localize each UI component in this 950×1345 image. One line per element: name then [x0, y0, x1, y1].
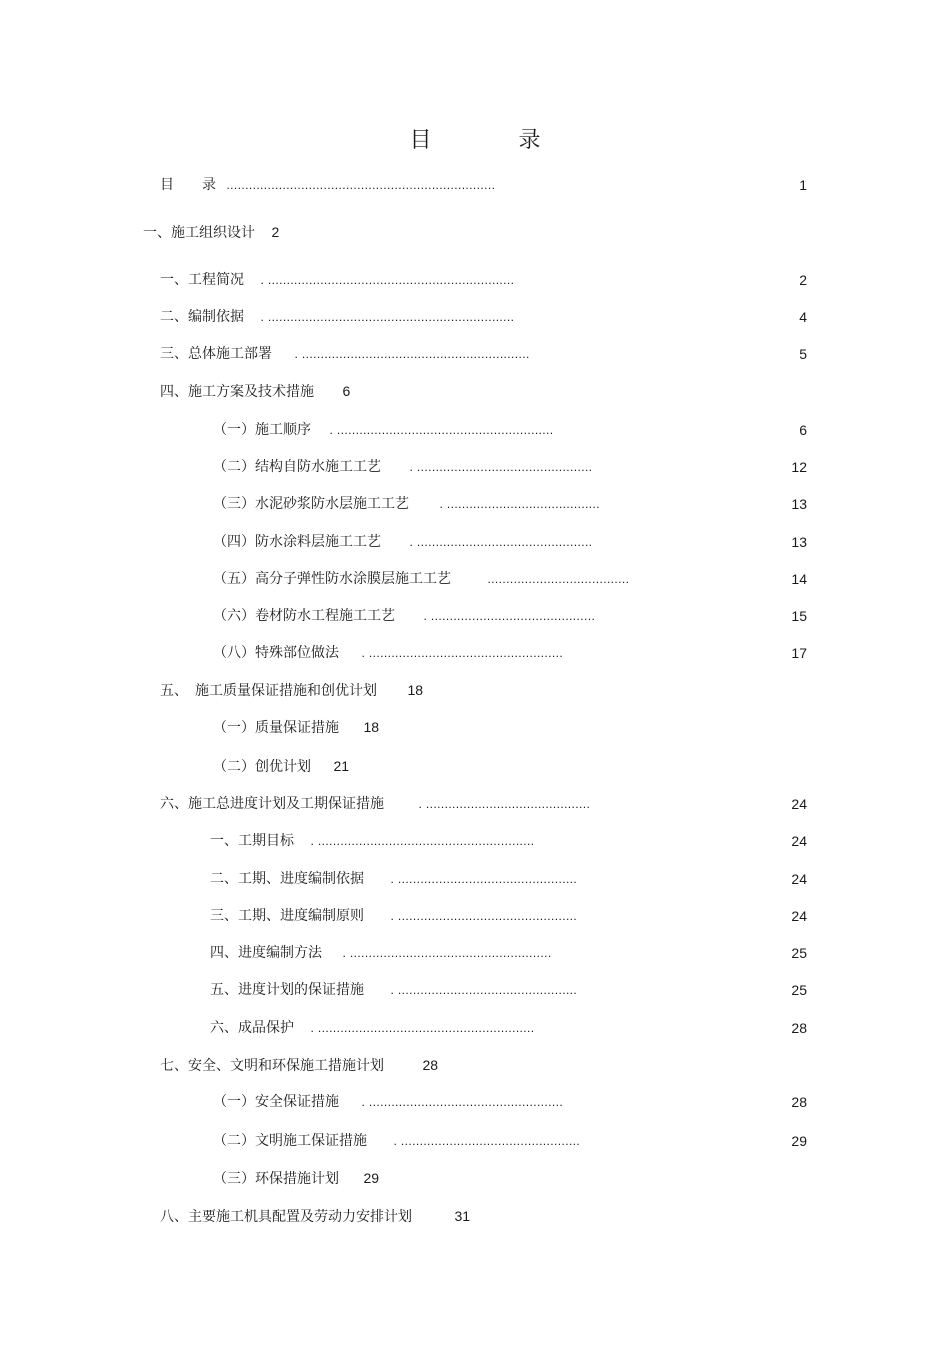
toc-leader-dots: . ............................................... [409, 460, 593, 474]
toc-page-number: 29 [363, 1170, 380, 1186]
toc-leader-dots: . ............................................... [409, 535, 593, 549]
toc-page-number: 21 [333, 758, 350, 774]
toc-page-number: 1 [799, 177, 807, 193]
toc-entry[interactable] [160, 1206, 470, 1226]
toc-entry[interactable] [143, 222, 279, 242]
toc-entry-label: 六、成品保护 [210, 1020, 294, 1036]
toc-page-number: 24 [791, 796, 807, 812]
toc-page-number: 4 [799, 309, 807, 325]
toc-leader-dots: . .......................................................... [310, 1021, 535, 1035]
toc-page-number: 25 [791, 945, 807, 961]
toc-page-number: 29 [791, 1133, 807, 1149]
toc-leader-dots: . .......................................................... [329, 423, 554, 437]
toc-entry-label: （一）安全保证措施 [213, 1094, 339, 1110]
toc-entry[interactable] [213, 457, 595, 477]
toc-leader-dots: . ................................................ [390, 909, 578, 923]
toc-leader-dots: . ............................................................. [294, 347, 530, 361]
toc-page-number: 13 [791, 534, 807, 550]
toc-entry[interactable] [160, 344, 542, 364]
toc-entry[interactable] [213, 420, 561, 440]
toc-entry[interactable] [160, 794, 596, 814]
page-title: 目 录 [409, 128, 581, 153]
toc-entry-label: 一、工期目标 [210, 833, 294, 849]
toc-page-number: 17 [791, 645, 807, 661]
toc-entry[interactable] [160, 270, 526, 290]
toc-entry[interactable] [213, 643, 573, 663]
toc-entry[interactable] [160, 307, 526, 327]
toc-entry[interactable] [160, 381, 350, 401]
toc-page-number: 28 [791, 1094, 807, 1110]
toc-leader-dots: . ................................................ [390, 872, 578, 886]
toc-entry-label: （八）特殊部位做法 [213, 645, 339, 661]
toc-entry-label: 八、主要施工机具配置及劳动力安排计划 [160, 1209, 412, 1225]
toc-entry[interactable] [160, 680, 423, 700]
toc-leader-dots: . ................................................ [390, 983, 578, 997]
toc-entry-label: （一）施工顺序 [213, 422, 311, 438]
toc-leader-dots: . ............................................ [418, 797, 591, 811]
toc-entry[interactable] [213, 1131, 589, 1151]
toc-page-number: 24 [791, 908, 807, 924]
toc-entry[interactable] [213, 1168, 379, 1188]
toc-leader-dots: . .................................................... [361, 1095, 564, 1109]
toc-entry-label: 五、进度计划的保证措施 [210, 982, 364, 998]
toc-leader-dots: . .................................................... [361, 646, 564, 660]
toc-entry-label: 二、编制依据 [160, 309, 244, 325]
toc-entry-label: 一、工程简况 [160, 272, 244, 288]
toc-entry-label: 一、施工组织设计 [143, 225, 255, 241]
toc-page-number: 25 [791, 982, 807, 998]
toc-entry-label: 目 录 [160, 177, 216, 193]
toc-page-number: 6 [342, 383, 351, 399]
toc-entry-label: （五）高分子弹性防水涂膜层施工工艺 [213, 571, 451, 587]
toc-entry-label: （三）环保措施计划 [213, 1171, 339, 1187]
toc-entry[interactable] [210, 869, 586, 889]
toc-entry-label: 六、施工总进度计划及工期保证措施 [160, 796, 384, 812]
toc-page-number: 18 [363, 719, 380, 735]
toc-entry-label: 七、安全、文明和环保施工措施计划 [160, 1058, 384, 1074]
toc-entry-label: （三）水泥砂浆防水层施工工艺 [213, 496, 409, 512]
toc-page-number: 28 [422, 1057, 439, 1073]
toc-entry[interactable] [210, 1018, 546, 1038]
toc-page-number: 24 [791, 871, 807, 887]
toc-page-number: 31 [454, 1208, 471, 1224]
toc-entry[interactable] [160, 175, 506, 195]
toc-entry[interactable] [213, 1092, 573, 1112]
toc-entry[interactable] [213, 756, 349, 776]
toc-entry[interactable] [210, 906, 586, 926]
toc-entry-label: （二）文明施工保证措施 [213, 1133, 367, 1149]
toc-entry[interactable] [213, 606, 601, 626]
toc-entry[interactable] [213, 494, 611, 514]
toc-leader-dots: . ......................................... [439, 497, 601, 511]
toc-leader-dots: . ............................................ [423, 609, 596, 623]
toc-entry-label: 五、 施工质量保证措施和创优计划 [160, 683, 377, 699]
toc-leader-dots: . ...................................................... [342, 946, 552, 960]
toc-page-number: 24 [791, 833, 807, 849]
toc-entry-label: （二）结构自防水施工工艺 [213, 459, 381, 475]
toc-entry-label: （六）卷材防水工程施工工艺 [213, 608, 395, 624]
toc-leader-dots: . .................................................................. [260, 310, 515, 324]
toc-page-number: 28 [791, 1020, 807, 1036]
toc-entry[interactable] [213, 532, 595, 552]
toc-page-number: 5 [799, 346, 807, 362]
toc-leader-dots: . .................................................................. [260, 273, 515, 287]
toc-page-number: 13 [791, 496, 807, 512]
toc-page-number: 18 [407, 682, 424, 698]
toc-leader-dots: ........................................................................ [226, 178, 496, 192]
toc-entry-label: 四、施工方案及技术措施 [160, 384, 314, 400]
toc-page-number: 6 [799, 422, 807, 438]
toc-leader-dots: . .......................................................... [310, 834, 535, 848]
toc-leader-dots: ...................................... [487, 572, 630, 586]
toc-page-number: 2 [799, 272, 807, 288]
toc-entry[interactable] [213, 569, 629, 589]
toc-leader-dots: . ................................................ [393, 1134, 581, 1148]
toc-entry-label: 三、总体施工部署 [160, 346, 272, 362]
toc-entry-label: （一）质量保证措施 [213, 720, 339, 736]
toc-entry-label: （二）创优计划 [213, 759, 311, 775]
toc-page-number: 14 [791, 571, 807, 587]
toc-entry[interactable] [213, 717, 379, 737]
toc-entry-label: 四、进度编制方法 [210, 945, 322, 961]
toc-entry[interactable] [160, 1055, 438, 1075]
toc-page-number: 2 [271, 224, 280, 240]
toc-page-number: 12 [791, 459, 807, 475]
toc-entry-label: 三、工期、进度编制原则 [210, 908, 364, 924]
toc-entry[interactable] [210, 980, 586, 1000]
toc-entry[interactable] [210, 943, 564, 963]
toc-page-number: 15 [791, 608, 807, 624]
toc-entry[interactable] [210, 831, 546, 851]
toc-entry-label: （四）防水涂料层施工工艺 [213, 534, 381, 550]
toc-entry-label: 二、工期、进度编制依据 [210, 871, 364, 887]
